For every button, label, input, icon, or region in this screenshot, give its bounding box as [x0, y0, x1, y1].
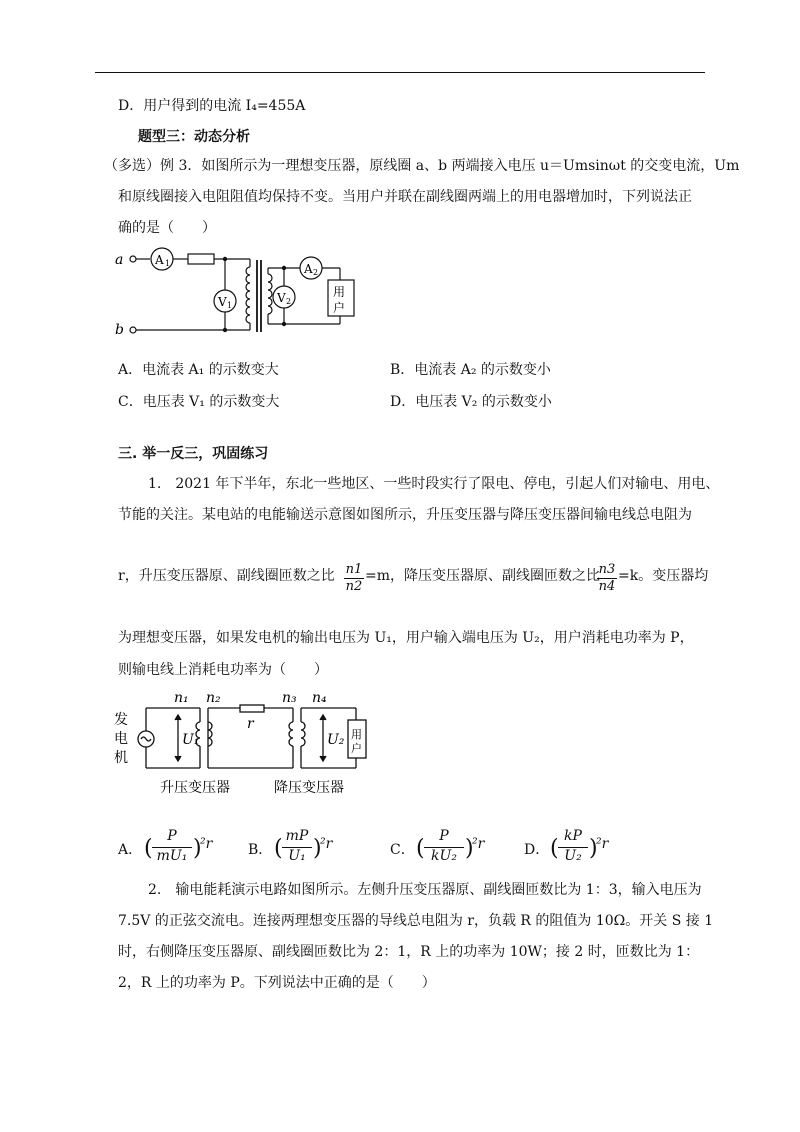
- user2-label-2: 户: [351, 742, 362, 755]
- user-label-2: 户: [333, 301, 346, 315]
- q1-option-d-label: D．: [524, 842, 550, 858]
- q1-option-a-den: mU₁: [156, 848, 188, 864]
- q2-line2: 7.5V 的正弦交流电。连接两理想变压器的导线总电阻为 r，负载 R 的阻值为 10Ω。开关 S 接 1: [118, 913, 714, 929]
- user-label-1: 用: [333, 285, 346, 299]
- v1-label: V: [218, 295, 227, 309]
- q1-option-c-label: C．: [390, 842, 415, 858]
- line-resistor-r: [240, 705, 264, 712]
- q1-option-b-label: B．: [248, 842, 273, 858]
- step-down-label: 降压变压器: [274, 780, 344, 796]
- q1-option-c-num: P: [439, 828, 449, 844]
- squared-r: ²r: [472, 836, 485, 852]
- paren-open: (: [274, 836, 283, 861]
- squared-r: ²r: [596, 836, 609, 852]
- transformer-circuit-figure: [110, 240, 390, 345]
- generator-label-1: 发: [114, 712, 128, 728]
- n2-label: n₂: [206, 690, 221, 706]
- resistor: [188, 254, 214, 264]
- paren-close: ): [589, 836, 598, 861]
- fraction-n4: n4: [598, 579, 616, 594]
- q1-option-d-den: U₂: [564, 848, 582, 864]
- n3-label: n₃: [282, 690, 297, 706]
- q1-line2: 节能的关注。某电站的电能输送示意图如图所示，升压变压器与降压变压器间输电线总电阻为: [118, 507, 692, 523]
- ex3-line3: 确的是（ ）: [118, 220, 216, 236]
- q1-line3-k: =k。变压器均: [618, 568, 709, 584]
- ex3-option-c[interactable]: C．电压表 V₁ 的示数变大: [118, 394, 280, 410]
- paren-open: (: [550, 836, 559, 861]
- squared-r: ²r: [320, 836, 333, 852]
- fraction-n1: n1: [345, 562, 363, 577]
- q1-option-a[interactable]: [118, 828, 238, 868]
- q1-option-b[interactable]: [248, 828, 368, 868]
- paren-open: (: [144, 836, 153, 861]
- ex3-option-a[interactable]: A．电流表 A₁ 的示数变大: [118, 362, 279, 378]
- q1-line4: 为理想变压器，如果发电机的输出电压为 U₁，用户输入端电压为 U₂，用户消耗电功率为 P，: [118, 630, 694, 646]
- q1-line1: 1. 2021 年下半年，东北一些地区、一些时段实行了限电、停电，引起人们对输电、用电、: [148, 476, 720, 492]
- fraction-n1-n2: [344, 562, 364, 595]
- q2-line3: 时，右侧降压变压器原、副线圈匝数比为 2：1，R 上的功率为 10W；接 2 时，匝数比为 1：: [118, 944, 700, 960]
- q1-option-d-num: kP: [564, 828, 582, 844]
- q1-option-b-num: mP: [285, 828, 309, 844]
- q1-line3-m: =m，降压变压器原、副线圈匝数之比: [365, 568, 601, 584]
- a1-label: A: [155, 253, 164, 267]
- power-transmission-figure: [108, 686, 398, 804]
- fraction-n3: n3: [598, 562, 616, 577]
- a2-sub: 2: [313, 268, 319, 277]
- q1-option-a-num: P: [167, 828, 177, 844]
- q1-option-c-den: kU₂: [431, 848, 457, 864]
- user2-label-1: 用: [351, 728, 362, 741]
- terminal-b-label: b: [115, 322, 124, 338]
- q1-line3a: r，升压变压器原、副线圈匝数之比: [118, 568, 335, 584]
- n1-label: n₁: [174, 690, 189, 706]
- q1-option-c[interactable]: [390, 828, 510, 868]
- q1-option-d[interactable]: [524, 828, 644, 868]
- practice-title: 三. 举一反三，巩固练习: [118, 446, 269, 462]
- terminal-a-label: a: [115, 252, 124, 268]
- q2-line4: 2，R 上的功率为 P。下列说法中正确的是（ ）: [118, 975, 436, 991]
- q2-line1: 2. 输电能耗演示电路如图所示。左侧升压变压器原、副线圈匝数比为 1：3，输入电压为: [148, 882, 702, 898]
- prev-option-d: D．用户得到的电流 I₄=455A: [118, 98, 306, 114]
- header-rule: [95, 72, 705, 73]
- generator-label-2: 电: [114, 731, 128, 747]
- section-title: 题型三：动态分析: [138, 129, 250, 145]
- v1-sub: 1: [227, 301, 233, 310]
- q1-line5: 则输电线上消耗电功率为（ ）: [118, 662, 328, 678]
- paren-close: ): [465, 836, 474, 861]
- u2-label: U₂: [327, 732, 345, 748]
- v2-label: V: [277, 291, 286, 305]
- squared-r: ²r: [200, 836, 213, 852]
- paren-open: (: [416, 836, 425, 861]
- q1-option-a-label: A．: [118, 842, 143, 858]
- ex3-line2: 和原线圈接入电阻阻值均保持不变。当用户并联在副线圈两端上的用电器增加时，下列说法正: [118, 189, 692, 205]
- ex3-option-b[interactable]: B．电流表 A₂ 的示数变小: [390, 362, 551, 378]
- step-up-label: 升压变压器: [160, 780, 230, 796]
- u1-label: U₁: [182, 732, 200, 748]
- generator-label-3: 机: [114, 750, 128, 766]
- r-label: r: [247, 716, 254, 732]
- n4-label: n₄: [312, 690, 327, 706]
- fraction-n3-n4: [597, 562, 617, 595]
- fraction-n2: n2: [345, 579, 363, 594]
- ex3-line1: （多选）例 3．如图所示为一理想变压器，原线圈 a、b 两端接入电压 u＝Umsinωt 的交变电流，Um: [104, 158, 740, 174]
- ex3-option-d[interactable]: D．电压表 V₂ 的示数变小: [390, 394, 552, 410]
- v2-sub: 2: [286, 297, 292, 306]
- q1-option-b-den: U₁: [288, 848, 306, 864]
- paren-close: ): [313, 836, 322, 861]
- paren-close: ): [193, 836, 202, 861]
- a2-label: A: [304, 262, 313, 276]
- a1-sub: 1: [165, 259, 171, 268]
